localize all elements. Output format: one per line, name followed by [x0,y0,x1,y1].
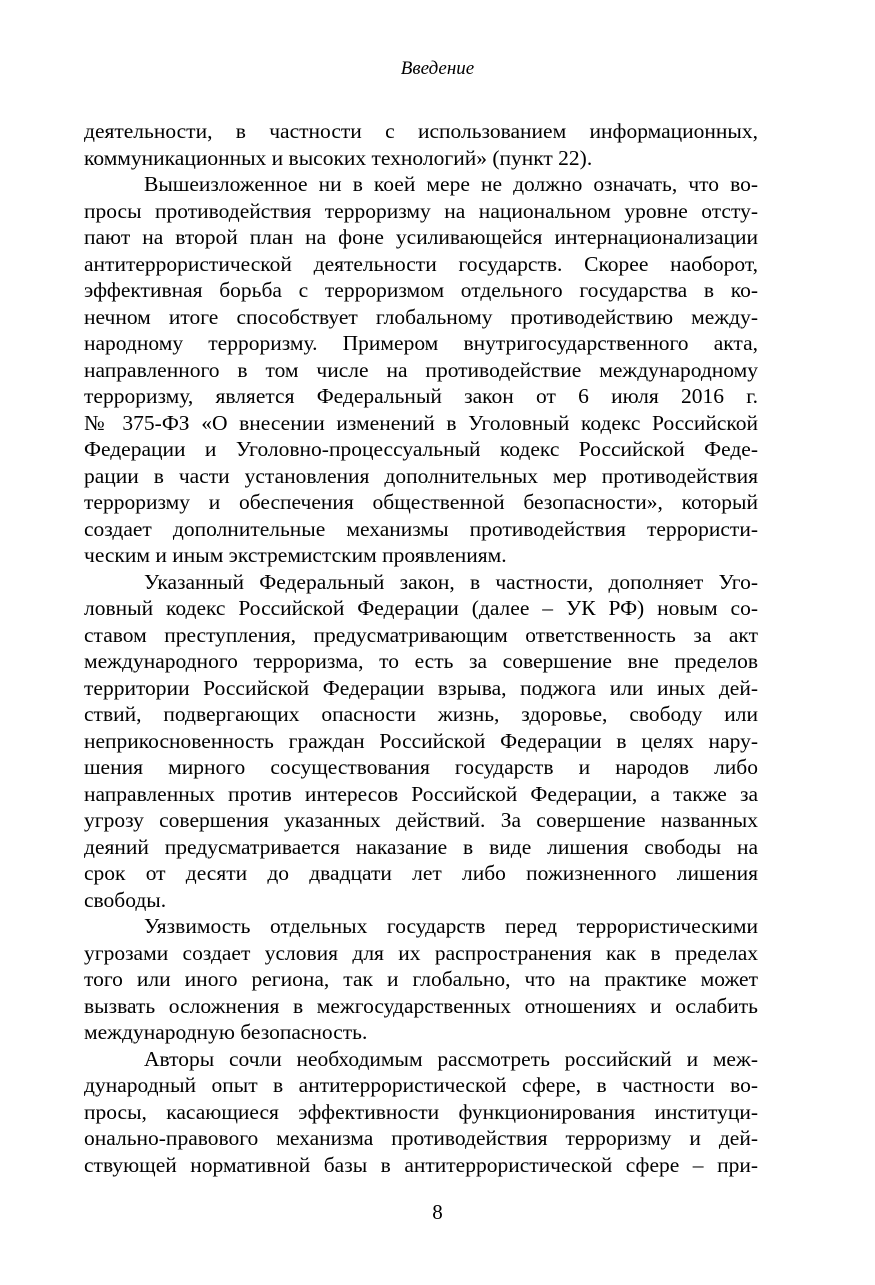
text-line: Вышеизложенное ни в коей мере не должно означать, что во- [144,172,758,196]
text-line: срок от десяти до двадцати лет либо пожизненного лишения [84,861,758,885]
text-line: ствующей нормативной базы в антитеррористической сфере – при- [84,1152,758,1177]
text-line: онально-правового механизма противодействия терроризму и дей- [84,1126,758,1150]
text-line: пают на второй план на фоне усиливающейся интернационализации [84,225,758,249]
text-line: терроризму и обеспечения общественной безопасности», который [84,490,758,514]
text-line: территории Российской Федерации взрыва, поджога или иных дей- [84,675,758,700]
text-line: ствий, подвергающих опасности жизнь, здоровье, свободу или [84,702,758,726]
text-line: Указанный Федеральный закон, в частности, дополняет Уго- [144,569,758,594]
text-line: угрозами создает условия для их распространения как в пределах [84,940,758,965]
paragraph [84,171,758,569]
paragraph [84,1046,758,1179]
text-line: угрозу совершения указанных действий. За совершение названных [84,808,758,832]
text-line: ловный кодекс Российской Федерации (далее – УК РФ) новым со- [84,596,758,620]
text-line: рации в части установления дополнительных мер противодействия [84,463,758,488]
text-line: терроризму, является Федеральный закон от 6 июля 2016 г. [84,384,758,408]
text-line: вызвать осложнения в межгосударственных отношениях и ослабить [84,993,758,1018]
text-line: эффективная борьба с терроризмом отдельного государства в ко- [84,278,758,302]
text-line: народному терроризму. Примером внутригосударственного акта, [84,331,758,355]
text-line: международную безопасность. [84,1020,368,1044]
text-line: нечном итоге способствует глобальному противодействию между- [84,304,758,329]
text-line: неприкосновенность граждан Российской Федерации в целях нару- [84,728,758,753]
text-line: шения мирного сосуществования государств и народов либо [84,755,758,779]
text-line: просы, касающиеся эффективности функционирования институци- [84,1099,758,1124]
paragraph [84,118,758,171]
text-line: Авторы сочли необходимым рассмотреть российский и меж- [144,1046,758,1071]
body-text [84,118,758,1178]
text-line: создает дополнительные механизмы противодействия террористи- [84,516,758,541]
text-line: дународный опыт в антитеррористической сфере, в частности во- [84,1073,758,1097]
running-header: Введение [400,58,475,79]
text-line: направленного в том числе на противодействие международному [84,357,758,382]
text-line: свободы. [84,887,167,912]
text-line: просы противодействия терроризму на национальном уровне отсту- [84,198,758,223]
paragraph [84,913,758,1046]
text-line: антитеррористической деятельности государств. Скорее наоборот, [84,251,758,276]
text-line: деяний предусматривается наказание в виде лишения свободы на [84,834,758,859]
text-line: деятельности, в частности с использованием информационных, [84,119,758,143]
text-line: Уязвимость отдельных государств перед террористическими [144,914,758,938]
text-line: направленных против интересов Российской Федерации, а также за [84,781,758,806]
text-line: № 375-ФЗ «О внесении изменений в Уголовный кодекс Российской [84,410,758,435]
text-line: ставом преступления, предусматривающим ответственность за акт [84,622,758,647]
text-line: международного терроризма, то есть за совершение вне пределов [84,649,758,673]
text-line: Федерации и Уголовно-процессуальный кодекс Российской Феде- [84,437,758,461]
text-line: ческим и иным экстремистским проявлениям. [84,543,507,567]
text-line: коммуникационных и высоких технологий» (пункт 22). [84,145,593,170]
paragraph [84,569,758,914]
text-line: того или иного региона, так и глобально, что на практике может [84,967,758,991]
page-number: 8 [432,1200,443,1224]
